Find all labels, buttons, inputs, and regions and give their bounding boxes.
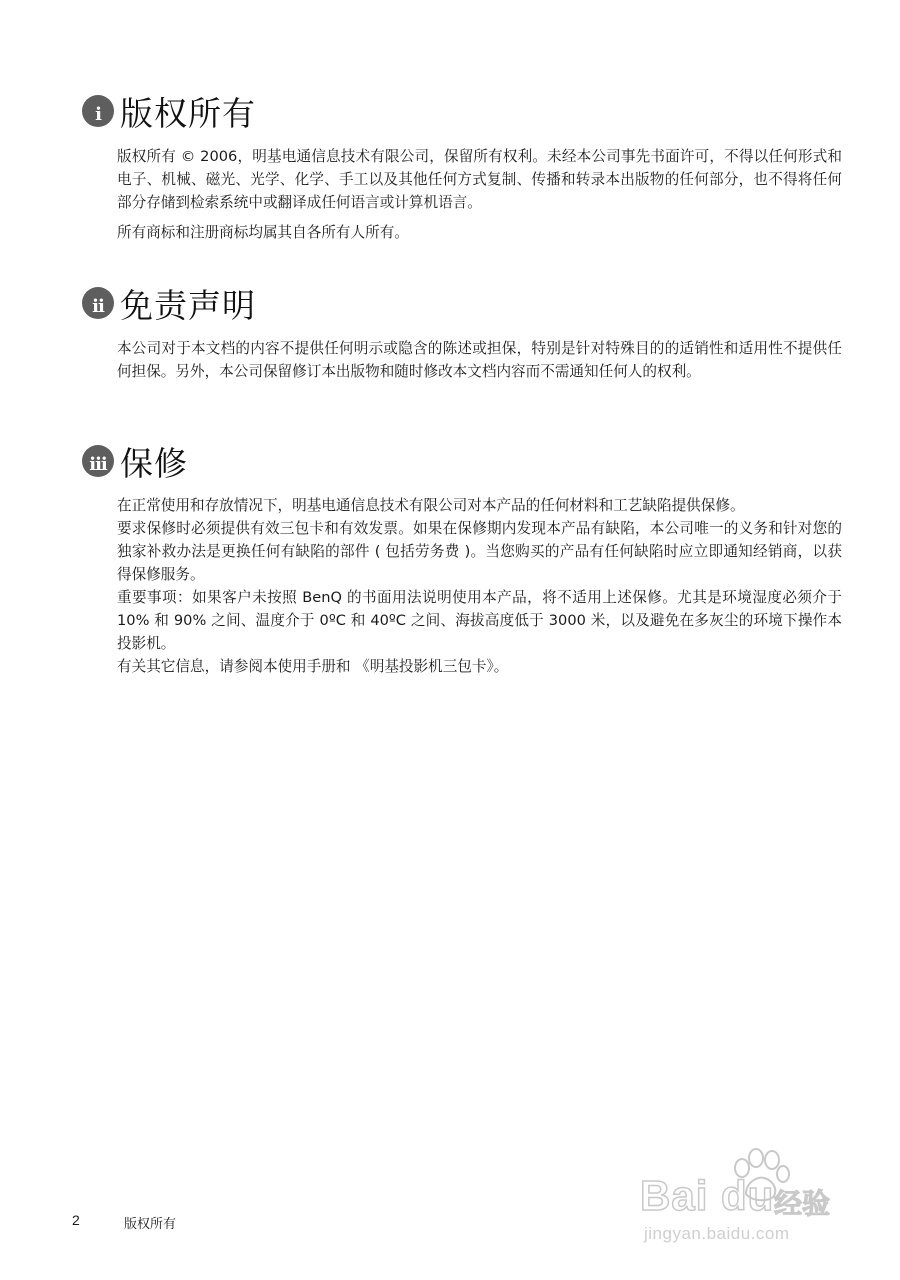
page-number: 2	[72, 1212, 80, 1228]
trademark-paragraph: 所有商标和注册商标均属其自各所有人所有。	[117, 224, 409, 241]
watermark-url: jingyan.baidu.com	[644, 1224, 790, 1243]
copyright-title: 版权所有	[120, 93, 256, 133]
watermark-brand-cn: 经验	[774, 1187, 831, 1220]
baidu-jingyan-watermark	[640, 1140, 870, 1250]
warranty-title: 保修	[120, 443, 188, 483]
warranty-paragraph-1: 在正常使用和存放情况下，明基电通信息技术有限公司对本产品的任何材料和工艺缺陷提供保修。	[117, 497, 745, 514]
disclaimer-heading	[82, 280, 256, 326]
disclaimer-paragraph: 本公司对于本文档的内容不提供任何明示或隐含的陈述或担保，特别是针对特殊目的的适销性和适用性不提供任何担保。另外，本公司保留修订本出版物和随时修改本文档内容而不需通知任何人的权利。	[117, 340, 842, 380]
roman-numeral-iii-icon: iii	[82, 445, 114, 477]
warranty-body	[117, 494, 842, 678]
warranty-paragraph-3: 重要事项：如果客户未按照 BenQ 的书面用法说明使用本产品，将不适用上述保修。尤其是环境湿度必须介于 10% 和 90% 之间、温度介于 0ºC 和 40ºC 之间、海拔高度低于 3000 米，以及避免在多灰尘的环境下操作本投影机。	[117, 589, 842, 652]
running-title: 版权所有	[124, 1217, 177, 1232]
copyright-heading	[82, 88, 256, 134]
roman-numeral-ii-icon: ii	[82, 287, 114, 319]
warranty-heading	[82, 438, 188, 484]
copyright-paragraph: 版权所有 © 2006，明基电通信息技术有限公司，保留所有权利。未经本公司事先书面许可，不得以任何形式和电子、机械、磁光、光学、化学、手工以及其他任何方式复制、传播和转录本出版物的任何部分，也不得将任何部分存储到检索系统中或翻译成任何语言或计算机语言。	[117, 148, 842, 211]
disclaimer-title: 免责声明	[120, 285, 256, 325]
roman-numeral-i-icon: i	[82, 95, 114, 127]
watermark-brand: Bai du	[640, 1172, 775, 1219]
warranty-paragraph-2: 要求保修时必须提供有效三包卡和有效发票。如果在保修期内发现本产品有缺陷，本公司唯一的义务和针对您的独家补救办法是更换任何有缺陷的部件 ( 包括劳务费 )。当您购买的产品有任何缺陷时应立即通知经销商，以获得保修服务。	[117, 520, 842, 583]
warranty-paragraph-4: 有关其它信息，请参阅本使用手册和 《明基投影机三包卡》。	[117, 658, 509, 675]
